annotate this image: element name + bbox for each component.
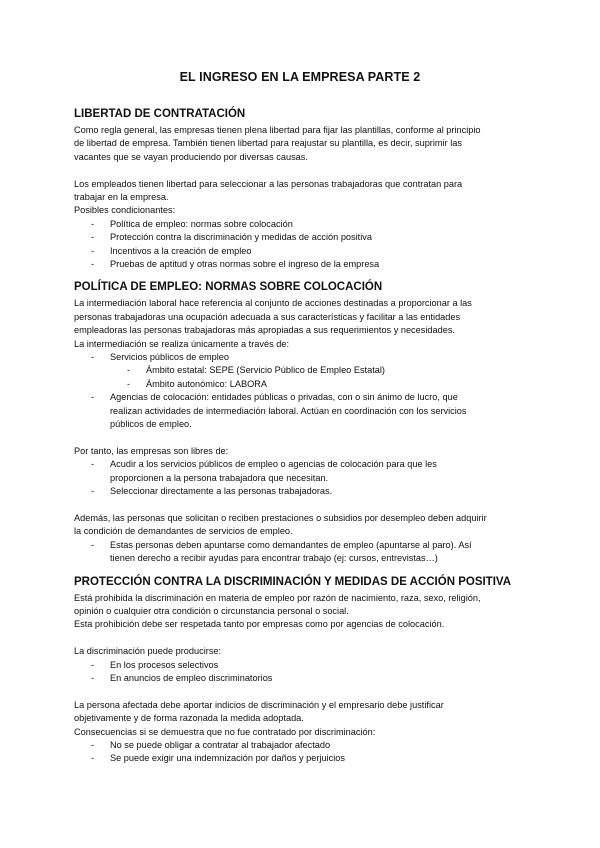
list-item: - Incentivos a la creación de empleo (91, 245, 252, 256)
paragraph: La discriminación puede producirse: (74, 646, 222, 657)
paragraph: La persona afectada debe aportar indicios de discriminación y el empresario debe justificar objetivamente y de forma razonada la medida adoptada. (74, 699, 444, 724)
sub-list-item: - Ámbito autonómico: LABORA (127, 378, 268, 389)
section-proteccion-discriminacion (74, 576, 526, 766)
section-heading: LIBERTAD DE CONTRATACIÓN (74, 108, 246, 120)
paragraph: Como regla general, las empresas tienen plena libertad para fijar las plantillas, conforme al principio de libertad de empresa. También tienen libertad para reajustar su plantilla, es decir, suprimir las vacantes que se vayan produciendo por diversas causas. (74, 125, 481, 162)
document-title: EL INGRESO EN LA EMPRESA PARTE 2 (179, 70, 421, 84)
list-item: - Estas personas deben apuntarse como demandantes de empleo (apuntarse al paro). Así tienen derecho a recibir ayudas para encontrar trabajo (ej: cursos, entrevistas…) (91, 539, 472, 564)
paragraph: Por tanto, las empresas son libres de: (74, 445, 229, 456)
list-item: - En anuncios de empleo discriminatorios (91, 672, 273, 683)
paragraph: Además, las personas que solicitan o reciben prestaciones o subsidios por desempleo deben adquirir la condición de demandantes de servicios de empleo. (74, 512, 487, 537)
list-item: - Acudir a los servicios públicos de empleo o agencias de colocación para que les proporcionen a la persona trabajadora que necesitan. (91, 459, 437, 483)
bullet-list (74, 351, 526, 364)
list-item: - En los procesos selectivos (91, 659, 219, 670)
list-item: - Agencias de colocación: entidades públicas o privadas, con o sin ánimo de lucro, que realizan actividades de intermediación laboral. Actúan en coordinación con los servicios públicos de empleo. (91, 392, 467, 430)
bullet-list (74, 539, 526, 566)
section-politica-empleo (74, 281, 526, 565)
paragraph: Está prohibida la discriminación en materia de empleo por razón de nacimiento, raza, sexo, religión, opinión o cualquier otra condición o circunstancia personal o social. Esta prohibición debe ser respetada tanto por empresas como por agencias de colocación. (74, 592, 481, 630)
paragraph: Los empleados tienen libertad para seleccionar a las personas trabajadoras que contratan para trabajar en la empresa. (74, 178, 463, 203)
bullet-list (74, 218, 526, 272)
list-item: - Seleccionar directamente a las personas trabajadoras. (91, 486, 333, 497)
list-item: - Pruebas de aptitud y otras normas sobre el ingreso de la empresa (91, 259, 380, 270)
bullet-list (74, 739, 526, 766)
bullet-list (74, 659, 526, 686)
list-item: - Se puede exigir una indemnización por daños y perjuicios (91, 753, 345, 764)
paragraph: La intermediación laboral hace referencia al conjunto de acciones destinadas a proporcionar a las personas trabajadoras una ocupación adecuada a sus características y facilitar a las entidades empleadoras las personas trabajadoras más apropiadas a sus requerimientos y necesidades. (74, 298, 472, 336)
bullet-list (74, 458, 526, 498)
list-item: - No se puede obligar a contratar al trabajador afectado (91, 739, 331, 750)
list-item: - Protección contra la discriminación y medidas de acción positiva (91, 232, 372, 243)
paragraph: Posibles condicionantes: (74, 205, 176, 216)
list-item: - Política de empleo: normas sobre colocación (91, 218, 293, 229)
sub-list (74, 364, 526, 391)
bullet-list (74, 391, 526, 431)
sub-list-item: - Ámbito estatal: SEPE (Servicio Público de Empleo Estatal) (127, 365, 385, 376)
paragraph: Consecuencias si se demuestra que no fue contratado por discriminación: (74, 726, 376, 737)
section-libertad-contratacion (74, 108, 526, 271)
section-heading: POLÍTICA DE EMPLEO: NORMAS SOBRE COLOCACIÓN (74, 281, 383, 294)
section-heading: PROTECCIÓN CONTRA LA DISCRIMINACIÓN Y MEDIDAS DE ACCIÓN POSITIVA (74, 575, 512, 588)
paragraph: La intermediación se realiza únicamente a través de: (74, 338, 290, 349)
list-item: - Servicios públicos de empleo (91, 352, 229, 363)
